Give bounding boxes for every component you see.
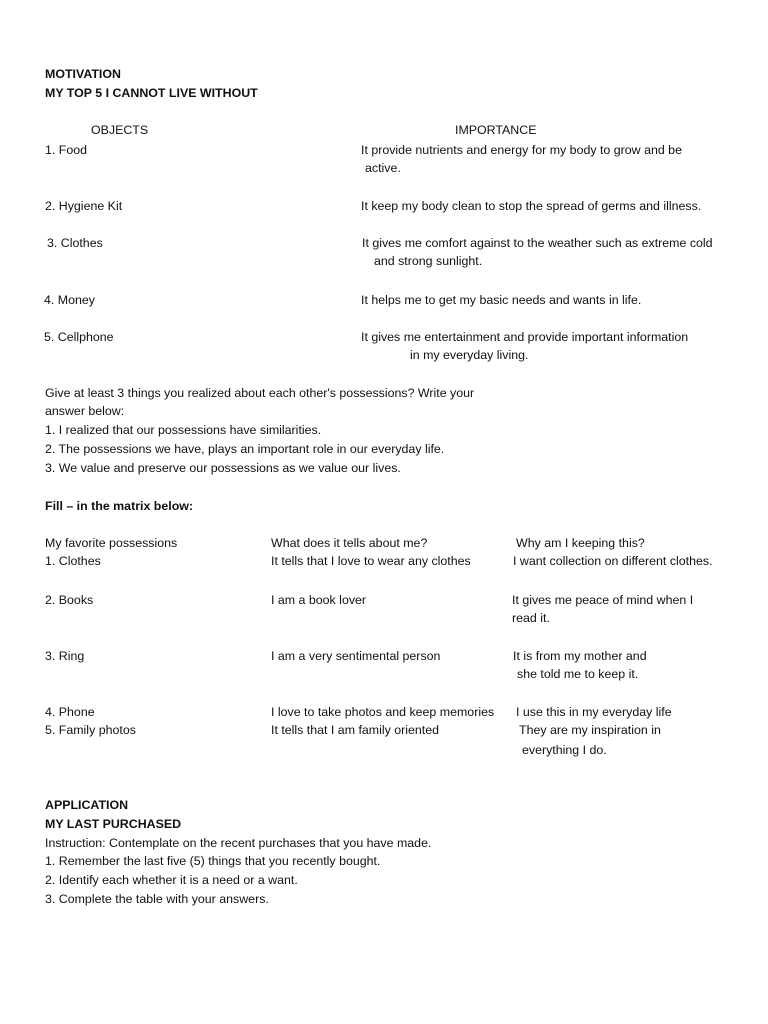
matrix-why: I want collection on different clothes. — [513, 554, 713, 568]
matrix-header-possessions: My favorite possessions — [45, 536, 178, 550]
matrix-tells: I am a very sentimental person — [271, 649, 441, 663]
matrix-header-tells: What does it tells about me? — [271, 536, 428, 550]
importance-text: It keep my body clean to stop the spread of germs and illness. — [361, 199, 702, 213]
object-item: 4. Money — [44, 293, 95, 307]
matrix-why: everything I do. — [522, 743, 607, 757]
matrix-why: It gives me peace of mind when I — [512, 593, 694, 607]
motivation-subheading: MY TOP 5 I CANNOT LIVE WITHOUT — [45, 86, 258, 100]
importance-text: It gives me entertainment and provide important information — [361, 330, 689, 344]
matrix-possession: 4. Phone — [45, 705, 95, 719]
reflection-answer: 1. I realized that our possessions have similarities. — [45, 423, 322, 437]
importance-column-header: IMPORTANCE — [455, 123, 537, 137]
importance-text: and strong sunlight. — [374, 254, 483, 268]
reflection-answer: 3. We value and preserve our possessions as we value our lives. — [45, 461, 401, 475]
matrix-why: They are my inspiration in — [519, 723, 661, 737]
reflection-question-cont: answer below: — [45, 404, 125, 418]
matrix-why: read it. — [512, 611, 550, 625]
application-step: 1. Remember the last five (5) things that you recently bought. — [45, 854, 381, 868]
application-step: 2. Identify each whether it is a need or a want. — [45, 873, 298, 887]
matrix-tells: I love to take photos and keep memories — [271, 705, 495, 719]
matrix-why: I use this in my everyday life — [516, 705, 672, 719]
object-item: 2. Hygiene Kit — [45, 199, 123, 213]
importance-text: It gives me comfort against to the weather such as extreme cold — [362, 236, 713, 250]
object-item: 3. Clothes — [47, 236, 103, 250]
object-item: 1. Food — [45, 143, 88, 157]
matrix-header-why: Why am I keeping this? — [516, 536, 645, 550]
matrix-possession: 1. Clothes — [45, 554, 101, 568]
importance-text: in my everyday living. — [410, 348, 529, 362]
matrix-tells: It tells that I am family oriented — [271, 723, 440, 737]
object-item: 5. Cellphone — [44, 330, 114, 344]
objects-column-header: OBJECTS — [91, 123, 149, 137]
importance-text: It provide nutrients and energy for my body to grow and be — [361, 143, 682, 157]
matrix-tells: I am a book lover — [271, 593, 367, 607]
application-instruction: Instruction: Contemplate on the recent purchases that you have made. — [45, 836, 432, 850]
matrix-tells: It tells that I love to wear any clothes — [271, 554, 471, 568]
importance-text: active. — [365, 161, 401, 175]
application-subheading: MY LAST PURCHASED — [45, 817, 182, 831]
matrix-possession: 5. Family photos — [45, 723, 136, 737]
matrix-possession: 2. Books — [45, 593, 94, 607]
application-heading: APPLICATION — [45, 798, 129, 812]
matrix-possession: 3. Ring — [45, 649, 85, 663]
reflection-answer: 2. The possessions we have, plays an important role in our everyday life. — [45, 442, 445, 456]
matrix-heading: Fill – in the matrix below: — [45, 499, 194, 513]
application-step: 3. Complete the table with your answers. — [45, 892, 269, 906]
motivation-heading: MOTIVATION — [45, 67, 121, 81]
matrix-why: she told me to keep it. — [517, 667, 639, 681]
matrix-why: It is from my mother and — [513, 649, 647, 663]
importance-text: It helps me to get my basic needs and wants in life. — [361, 293, 642, 307]
reflection-question: Give at least 3 things you realized about each other's possessions? Write your — [45, 386, 475, 400]
